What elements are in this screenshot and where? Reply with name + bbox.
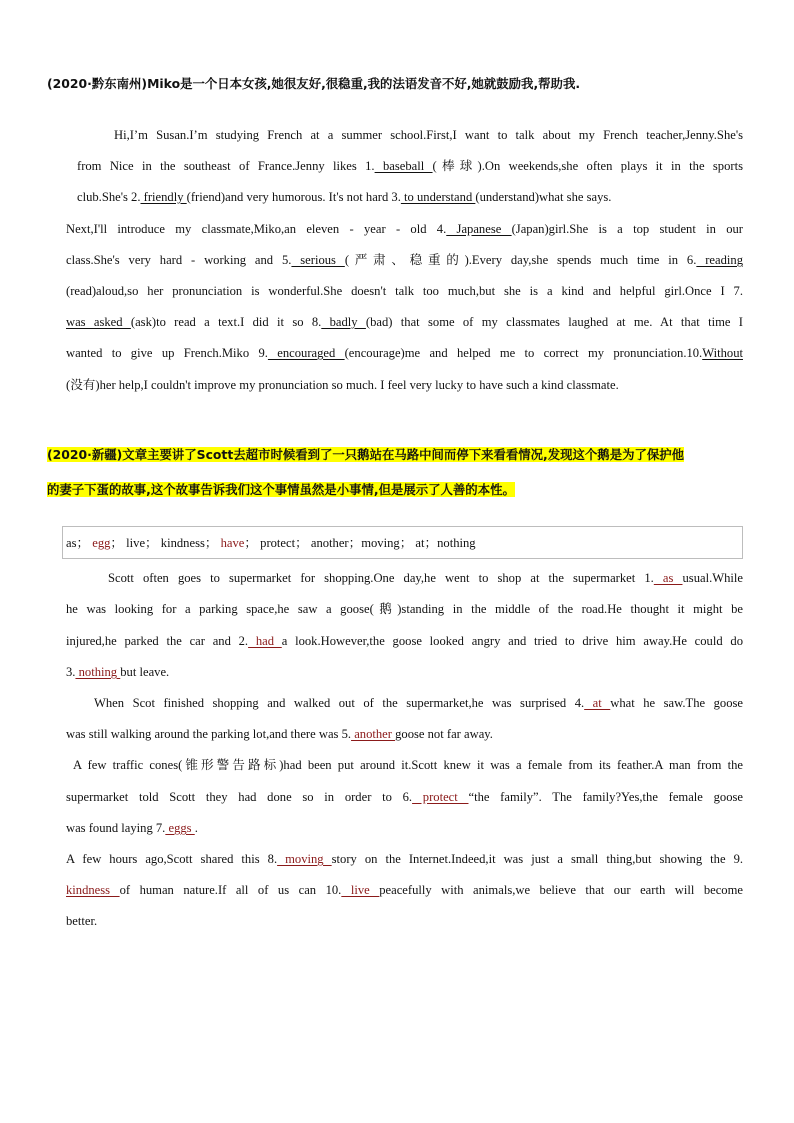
answer-blank: live: [341, 883, 380, 897]
word-bank-text: ； protect； another；moving； at；nothing: [244, 536, 476, 550]
passage-text: .: [194, 821, 198, 835]
answer-blank: baseball: [374, 159, 433, 173]
answer-blank: moving: [277, 852, 332, 866]
answer-blank: another: [351, 727, 396, 741]
passage-text: (encourage)me and helped me to correct my pronunciation.10.: [344, 346, 703, 360]
word-bank-text: ； live； kindness；: [110, 536, 221, 550]
section2-header-line2: 的妻子下蛋的故事,这个故事告诉我们这个事情虽然是小事情,但是展示了人善的本性。: [47, 482, 515, 497]
answer-blank: to understand: [400, 190, 476, 204]
answer-blank: badly: [321, 315, 366, 329]
section1-line: [66, 345, 743, 362]
section1-line: [66, 221, 743, 238]
passage-text: (严肃、稳重的).Every day,she spends much time in 6.: [344, 253, 697, 267]
passage-text: he was looking for a parking space,he saw a goose(鹅)standing in the middle of the road.He thought it might be: [66, 602, 743, 616]
passage-text: what he saw.The goose: [610, 696, 743, 710]
passage-text: Scott often goes to supermarket for shopping.One day,he went to shop at the supermarket 1.: [108, 571, 654, 585]
passage-text: (bad) that some of my classmates laughed at me. At that time I: [365, 315, 743, 329]
answer-blank: Japanese: [446, 222, 512, 236]
passage-text: club.She's 2.: [77, 190, 141, 204]
answer-blank: kindness: [66, 883, 120, 897]
passage-text: of human nature.If all of us can 10.: [119, 883, 342, 897]
passage-text: peacefully with animals,we believe that our earth will become: [379, 883, 743, 897]
section2-line: [108, 570, 743, 587]
answer-blank: nothing: [75, 665, 121, 679]
passage-text: A few hours ago,Scott shared this 8.: [66, 852, 278, 866]
passage-text: (Japan)girl.She is a top student in our: [511, 222, 743, 236]
section1-line: [114, 127, 743, 144]
section1-header-text: (2020·黔东南州)Miko是一个日本女孩,她很友好,很稳重,我的法语发音不好,她就鼓励我,帮助我.: [47, 76, 581, 91]
word-bank-used-word: have: [220, 536, 245, 550]
section2-line: [66, 913, 97, 929]
passage-text: a look.However,the goose looked angry and tried to drive him away.He could do: [281, 634, 743, 648]
section1-line: [77, 189, 611, 205]
passage-text: (棒球).On weekends,she often plays it in the sports: [432, 159, 743, 173]
section2-line: [73, 757, 743, 774]
answer-blank: protect: [412, 790, 469, 804]
word-bank-text: as；: [66, 536, 93, 550]
section2-line: [66, 789, 743, 806]
passage-text: supermarket told Scott they had done so in order to 6.: [66, 790, 413, 804]
passage-text: (ask)to read a text.I did it so 8.: [130, 315, 322, 329]
passage-text: Hi,I’m Susan.I’m studying French at a summer school.First,I want to talk about my French teacher,Jenny.She's: [114, 128, 743, 142]
section2-line: [66, 633, 743, 650]
word-bank-used-word: egg: [92, 536, 111, 550]
passage-text: 3.: [66, 665, 76, 679]
passage-text: but leave.: [120, 665, 170, 679]
answer-blank: serious: [291, 253, 345, 267]
passage-text: (read)aloud,so her pronunciation is wonderful.She doesn't talk too much,but she is a kind and helpful girl.Once I 7.: [66, 284, 743, 298]
answer-blank: encouraged: [267, 346, 345, 360]
section2-header-line1: (2020·新疆)文章主要讲了Scott去超市时候看到了一只鹅站在马路中间而停下来看看情况,发现这个鹅是为了保护他: [47, 447, 685, 462]
answer-blank: eggs: [165, 821, 195, 835]
passage-text: class.She's very hard - working and 5.: [66, 253, 292, 267]
section2-line: [66, 882, 743, 899]
passage-text: (understand)what she says.: [475, 190, 612, 204]
section2-line: [66, 851, 743, 868]
passage-text: Next,I'll introduce my classmate,Miko,an eleven - year - old 4.: [66, 222, 447, 236]
answer-blank: at: [584, 696, 611, 710]
passage-text: injured,he parked the car and 2.: [66, 634, 249, 648]
section1-line: [66, 314, 743, 331]
passage-text: was found laying 7.: [66, 821, 166, 835]
passage-text: from Nice in the southeast of France.Jenny likes 1.: [77, 159, 375, 173]
section2-line: [66, 664, 169, 680]
passage-text: goose not far away.: [395, 727, 493, 741]
answer-blank: friendly: [140, 190, 187, 204]
passage-text: was still walking around the parking lot,and there was 5.: [66, 727, 352, 741]
section2-line: [66, 820, 198, 836]
passage-text: (friend)and very humorous. It's not hard 3.: [186, 190, 401, 204]
passage-text: story on the Internet.Indeed,it was just a small thing,but showing the 9.: [331, 852, 743, 866]
passage-text: When Scot finished shopping and walked out of the supermarket,he was surprised 4.: [94, 696, 585, 710]
section1-line: [66, 377, 619, 393]
passage-text: (没有)her help,I couldn't improve my pronunciation so much. I feel very lucky to have such a kind classmate.: [66, 378, 619, 392]
section2-line: [94, 695, 743, 712]
section1-line: [66, 283, 743, 300]
passage-text: usual.While: [682, 571, 743, 585]
passage-text: better.: [66, 914, 98, 928]
section2-line: [66, 601, 743, 618]
section1-header: [47, 76, 580, 92]
section1-line: [66, 252, 743, 269]
answer-blank: had: [248, 634, 282, 648]
word-bank-box: [62, 526, 743, 559]
section1-line: [77, 158, 743, 175]
passage-text: “the family”. The family?Yes,the female goose: [468, 790, 743, 804]
answer-blank: was asked: [66, 315, 131, 329]
answer-blank: as: [653, 571, 683, 585]
word-bank: [66, 535, 476, 551]
passage-text: A few traffic cones(锥形警告路标)had been put around it.Scott knew it was a female from its feather.A man from the: [73, 758, 743, 772]
passage-text: wanted to give up French.Miko 9.: [66, 346, 268, 360]
section2-line: [66, 726, 493, 742]
answer-blank: Without: [702, 346, 743, 360]
answer-blank: reading: [696, 253, 743, 267]
